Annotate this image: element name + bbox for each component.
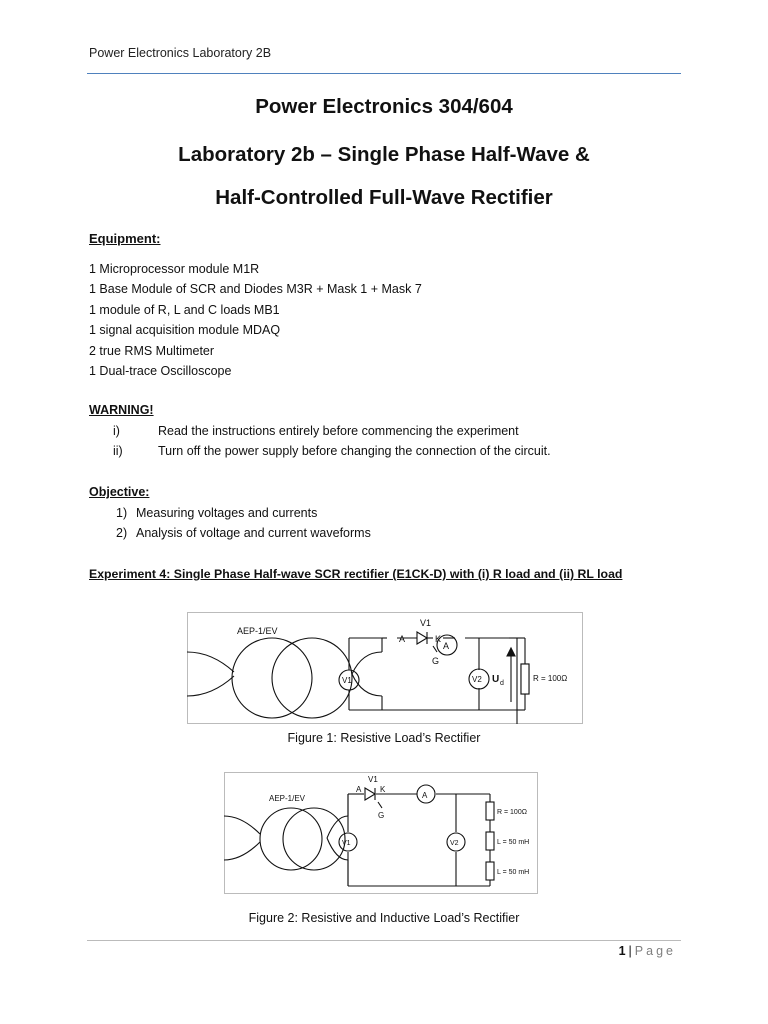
title-lab: Laboratory 2b – Single Phase Half-Wave &	[178, 143, 590, 166]
warning-item-number: ii)	[113, 444, 123, 458]
equipment-item: 1 module of R, L and C loads MB1	[89, 303, 280, 317]
figure1-source-label: AEP-1/EV	[237, 626, 278, 636]
figure2-scr-label: V1	[368, 775, 378, 784]
equipment-item: 1 Base Module of SCR and Diodes M3R + Mask 1 + Mask 7	[89, 282, 422, 296]
equipment-item: 1 Microprocessor module M1R	[89, 262, 260, 276]
figure2-circuit-diagram	[224, 772, 538, 894]
footer-divider	[87, 940, 681, 941]
figure1-circuit-diagram	[187, 612, 583, 724]
header-divider	[87, 73, 681, 74]
objective-item-number: 2)	[116, 526, 128, 540]
figure2-inductor1-label: L = 50 mH	[497, 839, 530, 846]
title-course: Power Electronics 304/604	[255, 95, 513, 118]
figure2-cathode-label: K	[380, 785, 386, 794]
running-header: Power Electronics Laboratory 2B	[89, 46, 272, 60]
figure1-anode-label: A	[399, 634, 406, 644]
figure2-voltmeter2-label: V2	[450, 840, 459, 847]
warning-item-number: i)	[113, 424, 120, 438]
figure1-cathode-label: K	[435, 634, 442, 644]
objective-item-text: Measuring voltages and currents	[136, 506, 318, 520]
title-subject: Half-Controlled Full-Wave Rectifier	[215, 186, 553, 209]
figure2-resistor-label: R = 100Ω	[497, 809, 527, 816]
figure1-voltmeter1-label: V1	[342, 676, 352, 685]
figure1-ud-subscript: d	[500, 680, 504, 687]
warning-item-text: Read the instructions entirely before commencing the experiment	[158, 424, 519, 438]
footer-separator: |	[628, 944, 632, 958]
equipment-item: 1 Dual-trace Oscilloscope	[89, 364, 232, 378]
figure1-ud-label: U	[492, 674, 500, 685]
page-number: 1	[618, 944, 626, 958]
figure2-gate-label: G	[378, 811, 385, 820]
figure2-inductor2-label: L = 50 mH	[497, 869, 530, 876]
experiment-heading: Experiment 4: Single Phase Half-wave SCR rectifier (E1CK-D) with (i) R load and (ii) RL load	[89, 567, 623, 581]
figure1-voltmeter2-label: V2	[472, 675, 482, 684]
objective-item-number: 1)	[116, 506, 128, 520]
figure1-gate-label: G	[432, 656, 440, 666]
figure1-resistor-label: R = 100Ω	[533, 674, 568, 683]
figure2-voltmeter1-label: V1	[342, 840, 351, 847]
warning-item-text: Turn off the power supply before changing the connection of the circuit.	[158, 444, 551, 458]
equipment-heading: Equipment:	[89, 231, 161, 246]
warning-heading: WARNING!	[89, 403, 154, 417]
objective-item-text: Analysis of voltage and current waveforms	[136, 526, 371, 540]
figure2-source-label: AEP-1/EV	[269, 794, 306, 803]
figure2-anode-label: A	[356, 785, 362, 794]
objective-heading: Objective:	[89, 485, 150, 499]
figure1-caption: Figure 1: Resistive Load’s Rectifier	[287, 731, 481, 745]
page-word: Page	[634, 944, 676, 958]
page-footer	[619, 944, 676, 958]
equipment-item: 1 signal acquisition module MDAQ	[89, 323, 281, 337]
figure1-scr-label: V1	[420, 618, 432, 628]
figure1-ammeter-label: A	[443, 641, 450, 651]
equipment-item: 2 true RMS Multimeter	[89, 344, 215, 358]
figure2-caption: Figure 2: Resistive and Inductive Load’s Rectifier	[248, 911, 520, 925]
figure2-ammeter-label: A	[422, 791, 428, 800]
